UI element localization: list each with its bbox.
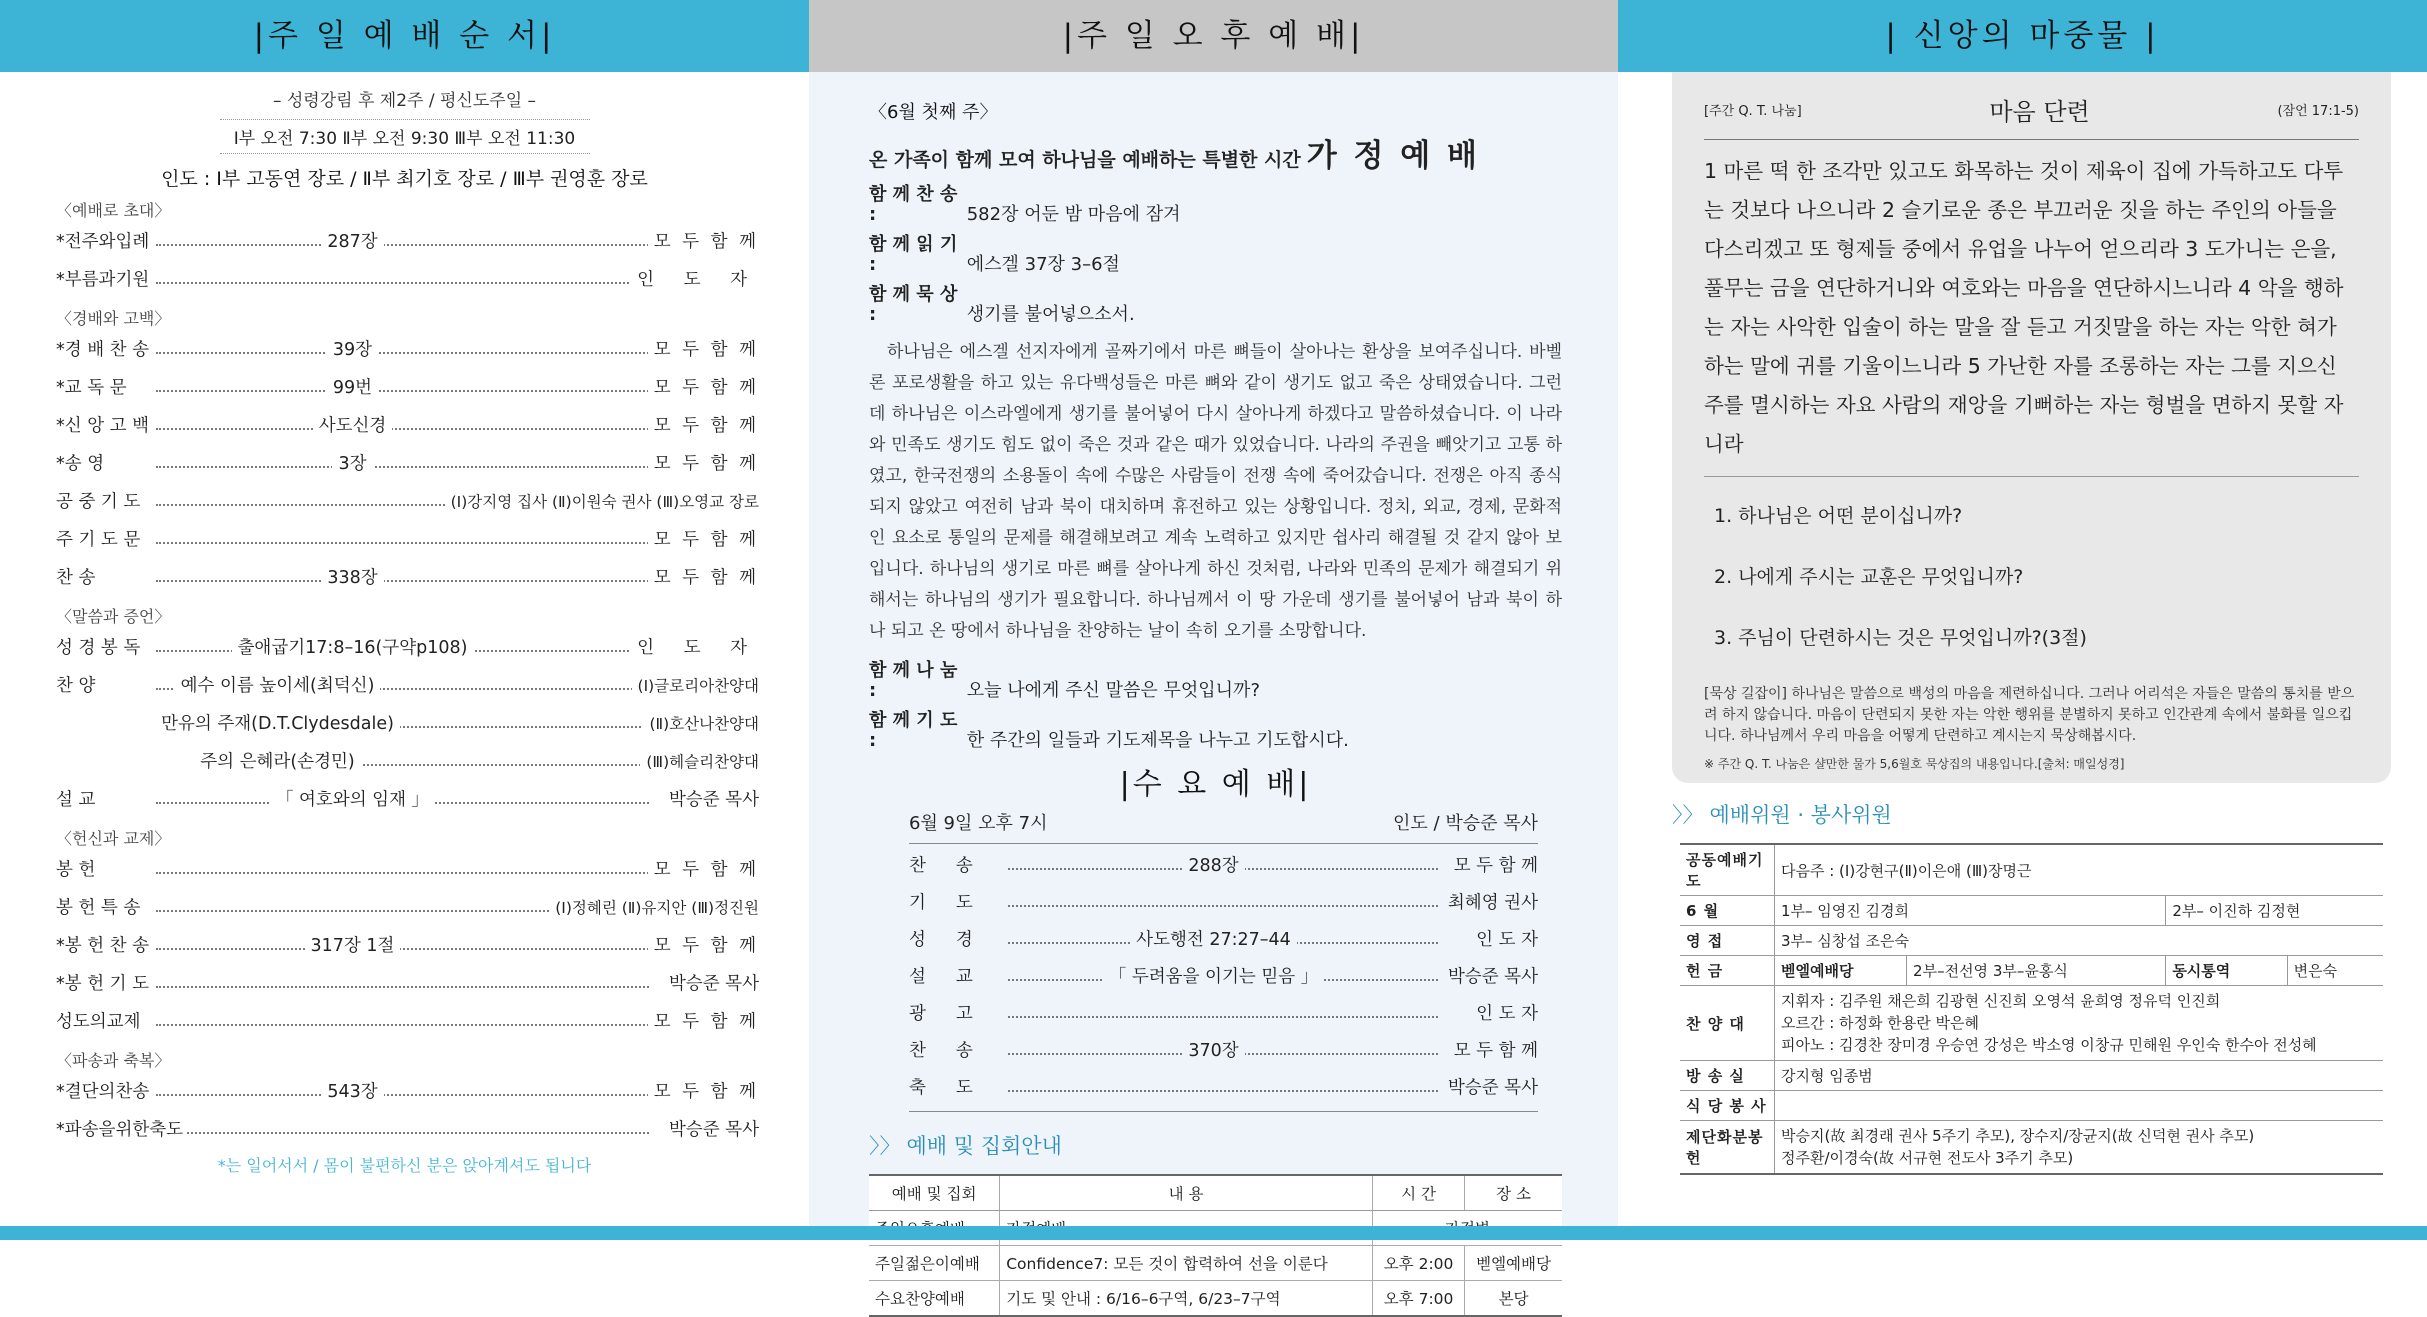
leader-dots bbox=[989, 1016, 1438, 1018]
table-row: 공동예배기도 다음주 : (Ⅰ)강현구(Ⅱ)이은애 (Ⅲ)장명근 bbox=[1680, 844, 2383, 896]
order-row bbox=[56, 1073, 759, 1111]
order-item: 287장 bbox=[56, 223, 649, 261]
order-label: *전주와입례 bbox=[56, 223, 153, 261]
wednesday-item: 사도행전 27:27–44 bbox=[989, 922, 1438, 959]
wednesday-row bbox=[909, 1033, 1538, 1070]
qt-reference: (잠언 17:1-5) bbox=[2277, 104, 2359, 119]
devotion-paragraph: 하나님은 에스겔 선지자에게 골짜기에서 마른 뼈들이 살아나는 환상을 보여주십니다. 바벨론 포로생활을 하고 있는 유다백성들은 마른 뼈와 같이 생기도 없고 죽은 상태였습니다. 그런데 하나님은 이스라엘에게 생기를 불어넣어 다시 살아나게 하겠다고 말씀하셨습니다. 이 나라와 민족도 생기도 힘도 없이 죽은 것과 같은 때가 있었습니다. 나라의 주권을 빼앗기고 고통 하였고, 한국전쟁의 소용돌이 속에 수많은 사람들이 전쟁 속에 죽어갔습니다. 전쟁은 아직 종식되지 않았고 여전히 남과 북이 대치하며 휴전하고 있는 상황입니다. 정치, 외교, 경제, 문화적인 요소로 통일의 문제를 해결해보려고 계속 노력하고 있지만 쉽사리 해결될 것 같지 않아 보입니다. 하나님의 생기로 마른 뼈를 살아나게 하신 것처럼, 나라와 민족의 문제가 해결되기 위해서는 하나님의 생기가 필요합니다. 하나님께서 이 땅 가운데 생기를 불어넣어 남과 북이 하나 되고 온 땅에서 하나님을 찬양하는 날이 속히 오기를 소망합니다. bbox=[869, 342, 1562, 641]
leader-dots bbox=[156, 1132, 649, 1134]
order-label: 봉 헌 특 송 bbox=[56, 889, 144, 927]
order-label: 성도의교제 bbox=[56, 1003, 145, 1041]
order-list bbox=[0, 199, 809, 1149]
order-person: 박승준 목사 bbox=[663, 1111, 759, 1149]
schedule-heading: 〉〉 예배 및 집회안내 bbox=[869, 1134, 1062, 1158]
leader-dots bbox=[156, 872, 649, 874]
column-header: 장 소 bbox=[1465, 1175, 1562, 1211]
order-row bbox=[56, 223, 759, 261]
order-item: 주의 은혜라(손경민) bbox=[56, 743, 499, 781]
order-item: 사도신경 bbox=[56, 407, 649, 445]
panel-header: |주 일 예 배 순 서| bbox=[0, 0, 809, 72]
qt-title: 마음 단련 bbox=[1989, 98, 2090, 126]
table-cell: 오후 2:00 bbox=[1372, 1246, 1464, 1281]
order-person: 인 도 자 bbox=[631, 261, 759, 299]
wednesday-person: 최혜영 권사 bbox=[1442, 885, 1538, 922]
staff-heading: 〉〉 예배위원 · 봉사위원 bbox=[1672, 803, 1892, 827]
table-row bbox=[869, 1246, 1562, 1281]
footnote: *는 일어서서 / 몸이 불편하신 분은 앉아계셔도 됩니다 bbox=[217, 1156, 592, 1175]
order-person: 모 두 함 께 bbox=[648, 1003, 759, 1041]
leader-dots bbox=[156, 282, 649, 284]
panel-header: | 신앙의 마중물 | bbox=[1618, 0, 2427, 72]
staff-table bbox=[1680, 843, 2383, 1175]
qt-tag: [주간 Q. T. 나눔] bbox=[1704, 104, 1802, 119]
wednesday-person: 인 도 자 bbox=[1470, 922, 1538, 959]
table-cell: 기도 및 안내 : 6/16–6구역, 6/23–7구역 bbox=[1000, 1281, 1373, 1317]
order-item: 99번 bbox=[56, 369, 649, 407]
order-person: (Ⅰ)글로리아찬양대 bbox=[632, 667, 759, 705]
order-label: *교 독 문 bbox=[56, 369, 131, 407]
order-person: 모 두 함 께 bbox=[648, 1073, 759, 1111]
wednesday-person: 인 도 자 bbox=[1470, 996, 1538, 1033]
order-person: 박승준 목사 bbox=[663, 781, 759, 819]
meditate-line: 함 께 묵 상 : 생기를 불어넣으소서. bbox=[869, 284, 1135, 325]
read-line: 함 께 읽 기 : 에스겔 37장 3–6절 bbox=[869, 234, 1120, 275]
bottom-bar bbox=[0, 1226, 2427, 1240]
table-row bbox=[869, 1281, 1562, 1317]
faith-panel bbox=[1618, 0, 2427, 1240]
schedule-table bbox=[869, 1174, 1562, 1317]
wednesday-label: 성경 bbox=[909, 922, 1007, 959]
order-row bbox=[56, 965, 759, 1003]
lead-title: 가 정 예 배 bbox=[1306, 138, 1480, 174]
source-note: ※ 주간 Q. T. 나눔은 샬만한 물가 5,6월호 묵상집의 내용입니다.[출처: 매일성경] bbox=[1704, 757, 2125, 771]
wednesday-row bbox=[909, 885, 1538, 922]
order-person: 모 두 함 께 bbox=[648, 927, 759, 965]
table-cell: 벧엘예배당 bbox=[1465, 1246, 1562, 1281]
leader-dots bbox=[156, 986, 649, 988]
section-title: 〈예배로 초대〉 bbox=[56, 201, 171, 220]
order-person: 박승준 목사 bbox=[663, 965, 759, 1003]
wednesday-item: 370장 bbox=[989, 1033, 1438, 1070]
wednesday-row bbox=[909, 922, 1538, 959]
order-row bbox=[56, 521, 759, 559]
order-person: 모 두 함 께 bbox=[648, 445, 759, 483]
order-label: 공 중 기 도 bbox=[56, 483, 144, 521]
sing-line: 함 께 찬 송 : 582장 어둔 밤 마음에 잠겨 bbox=[869, 184, 1181, 225]
order-row bbox=[56, 781, 759, 819]
order-label: *봉 헌 기 도 bbox=[56, 965, 153, 1003]
order-label: *결단의찬송 bbox=[56, 1073, 153, 1111]
order-row bbox=[56, 445, 759, 483]
order-person: 모 두 함 께 bbox=[648, 521, 759, 559]
order-row bbox=[56, 889, 759, 927]
table-row: 방 송 실 강지형 임종범 bbox=[1680, 1061, 2383, 1091]
afternoon-worship-panel bbox=[809, 0, 1618, 1308]
order-item: 만유의 주재(D.T.Clydesdale) bbox=[56, 705, 499, 743]
qt-question: 2. 나에게 주시는 교훈은 무엇입니까? bbox=[1714, 566, 2024, 588]
order-row bbox=[56, 331, 759, 369]
table-row: 제단화분봉헌 박승지(故 최경래 권사 5주기 추모), 장수지/장균지(故 신덕현 권사 추모) 정주환/이경숙(故 서규현 전도사 3주기 추모) bbox=[1680, 1121, 2383, 1175]
section-title: 〈헌신과 교제〉 bbox=[56, 829, 171, 848]
order-row bbox=[56, 667, 759, 705]
order-item: 출애굽기17:8–16(구약p108) bbox=[56, 629, 649, 667]
table-cell: 본당 bbox=[1465, 1281, 1562, 1317]
order-row bbox=[56, 407, 759, 445]
order-row bbox=[56, 559, 759, 597]
wednesday-row bbox=[909, 959, 1538, 996]
table-cell: 주일젊은이예배 bbox=[869, 1246, 1000, 1281]
order-row bbox=[56, 1111, 759, 1149]
leader-dots bbox=[989, 905, 1438, 907]
table-cell: Confidence7: 모든 것이 합력하여 선을 이룬다 bbox=[1000, 1246, 1373, 1281]
qt-card bbox=[1672, 72, 2391, 783]
order-person: 모 두 함 께 bbox=[648, 331, 759, 369]
wednesday-label: 찬송 bbox=[909, 1033, 1007, 1070]
wednesday-label: 축도 bbox=[909, 1070, 1007, 1107]
order-row bbox=[56, 927, 759, 965]
wednesday-row bbox=[909, 996, 1538, 1033]
order-item: 543장 bbox=[56, 1073, 649, 1111]
wednesday-label: 광고 bbox=[909, 996, 1007, 1033]
wednesday-person: 박승준 목사 bbox=[1442, 959, 1538, 996]
panel-header: |주 일 오 후 예 배| bbox=[809, 0, 1618, 72]
order-label: 성 경 봉 독 bbox=[56, 629, 144, 667]
wednesday-label: 설교 bbox=[909, 959, 1007, 996]
wednesday-title: |수 요 예 배| bbox=[1119, 767, 1312, 802]
qt-question: 1. 하나님은 어떤 분이십니까? bbox=[1714, 505, 1963, 527]
table-row: 찬 양 대 지휘자 : 김주원 채은희 김광현 신진희 오영석 윤희영 정유덕 인진희 오르간 : 하정화 한용란 박은혜 피아노 : 김경찬 장미경 우승연 강성은 박소영 이창규 민해원 우인숙 한수아 전성혜 bbox=[1680, 986, 2383, 1061]
order-label: 설 교 bbox=[56, 781, 99, 819]
pray-line: 함 께 기 도 : 한 주간의 일들과 기도제목을 나누고 기도합시다. bbox=[869, 710, 1349, 751]
order-person: 인 도 자 bbox=[631, 629, 759, 667]
column-header: 내 용 bbox=[1000, 1175, 1373, 1211]
subtitle: – 성령강림 후 제2주 / 평신도주일 – bbox=[272, 91, 537, 111]
qt-verse: 1 마른 떡 한 조각만 있고도 화목하는 것이 제육이 집에 가득하고도 다투는 것보다 나으니라 2 슬기로운 종은 부끄러운 짓을 하는 주인의 아들을 다스리겠고 또 형제들 중에서 유업을 나누어 얻으리라 3 도가니는 은을, 풀무는 금을 연단하거니와 여호와는 마음을 연단하시느니라 4 악을 행하는 자는 사악한 입술이 하는 말을 잘 듣고 거짓말을 하는 자는 악한 혀가 하는 말에 귀를 기울이느니라 5 가난한 자를 조롱하는 자는 그를 지으신 주를 멸시하는 자요 사람의 재앙을 기뻐하는 자는 형벌을 면하지 못할 자니라 bbox=[1704, 152, 2359, 477]
wednesday-row bbox=[909, 848, 1538, 885]
table-row: 식 당 봉 사 bbox=[1680, 1091, 2383, 1121]
leader-dots bbox=[156, 1024, 649, 1026]
order-row bbox=[56, 705, 759, 743]
wednesday-date: 6월 9일 오후 7시 bbox=[909, 813, 1048, 834]
lead-text: 온 가족이 함께 모여 하나님을 예배하는 특별한 시간 가 정 예 배 bbox=[869, 138, 1480, 174]
order-label: 찬 송 bbox=[56, 559, 99, 597]
column-header: 시 간 bbox=[1372, 1175, 1464, 1211]
order-person: (Ⅰ)정혜린 (Ⅱ)유지안 (Ⅲ)정진원 bbox=[549, 889, 759, 927]
meditation-guide: [묵상 길잡이] 하나님은 말씀으로 백성의 마음을 제련하십니다. 그러나 어리석은 자들은 말씀의 통치를 받으려 하지 않습니다. 마음이 단련되지 못한 자는 악한 행위를 분별하지 못하고 인간관계 속에서 불화를 일으킵니다. 하나님께서 우리 마음을 어떻게 단련하고 계시는지 묵상해봅시다. bbox=[1704, 686, 2355, 744]
order-row bbox=[56, 743, 759, 781]
order-row bbox=[56, 483, 759, 521]
week-label: 〈6월 첫째 주〉 bbox=[869, 102, 998, 123]
order-item: 「 여호와의 임재 」 bbox=[56, 781, 649, 819]
section-title: 〈말씀과 증언〉 bbox=[56, 607, 171, 626]
order-item: 338장 bbox=[56, 559, 649, 597]
order-row bbox=[56, 261, 759, 299]
wednesday-label: 기도 bbox=[909, 885, 1007, 922]
order-person: 모 두 함 께 bbox=[648, 559, 759, 597]
service-leaders: 인도 : Ⅰ부 고동연 장로 / Ⅱ부 최기호 장로 / Ⅲ부 권영훈 장로 bbox=[161, 168, 648, 190]
order-item: 317장 1절 bbox=[56, 927, 649, 965]
column-header: 예배 및 집회 bbox=[869, 1175, 1000, 1211]
qt-question: 3. 주님이 단련하시는 것은 무엇입니까?(3절) bbox=[1714, 627, 2087, 649]
wednesday-leader: 인도 / 박승준 목사 bbox=[1393, 813, 1538, 834]
order-item: 예수 이름 높이세(최덕신) bbox=[56, 667, 499, 705]
order-label: *부름과기원 bbox=[56, 261, 153, 299]
order-label: *송 영 bbox=[56, 445, 108, 483]
section-title: 〈경배와 고백〉 bbox=[56, 309, 171, 328]
order-label: *경 배 찬 송 bbox=[56, 331, 153, 369]
table-row: 영 접 3부– 심창섭 조은숙 bbox=[1680, 926, 2383, 956]
table-row: 헌 금 벧엘예배당 2부–전선영 3부–윤홍식 동시통역 변은숙 bbox=[1680, 956, 2383, 986]
order-person: (Ⅱ)호산나찬양대 bbox=[643, 705, 759, 743]
service-times: Ⅰ부 오전 7:30 Ⅱ부 오전 9:30 Ⅲ부 오전 11:30 bbox=[220, 119, 590, 154]
table-row: 6 월 1부– 임영진 김경희 2부– 이진하 김정현 bbox=[1680, 896, 2383, 926]
worship-order-panel bbox=[0, 0, 809, 1240]
chevron-right-icon: 〉〉 bbox=[1672, 803, 1704, 827]
wednesday-service bbox=[909, 809, 1538, 1112]
leader-dots bbox=[156, 542, 649, 544]
share-line: 함 께 나 눔 : 오늘 나에게 주신 말씀은 무엇입니까? bbox=[869, 660, 1260, 701]
order-person: 모 두 함 께 bbox=[648, 223, 759, 261]
wednesday-item: 288장 bbox=[989, 848, 1438, 885]
order-row bbox=[56, 629, 759, 667]
order-person: (Ⅲ)헤슬리찬양대 bbox=[640, 743, 759, 781]
order-item: 3장 bbox=[56, 445, 649, 483]
order-row bbox=[56, 369, 759, 407]
wednesday-person: 모 두 함 께 bbox=[1448, 1033, 1538, 1070]
wednesday-person: 박승준 목사 bbox=[1442, 1070, 1538, 1107]
wednesday-row bbox=[909, 1070, 1538, 1107]
order-person: 모 두 함 께 bbox=[648, 407, 759, 445]
wednesday-person: 모 두 함 께 bbox=[1448, 848, 1538, 885]
table-cell: 오후 7:00 bbox=[1372, 1281, 1464, 1317]
order-label: 봉 헌 bbox=[56, 851, 99, 889]
wednesday-label: 찬송 bbox=[909, 848, 1007, 885]
order-label: 찬 양 bbox=[56, 667, 99, 705]
section-title: 〈파송과 축복〉 bbox=[56, 1051, 171, 1070]
leader-dots bbox=[989, 1090, 1438, 1092]
order-row bbox=[56, 1003, 759, 1041]
order-label: *봉 헌 찬 송 bbox=[56, 927, 153, 965]
order-label: *신 앙 고 백 bbox=[56, 407, 153, 445]
order-person: 모 두 함 께 bbox=[648, 369, 759, 407]
order-label: *파송을위한축도 bbox=[56, 1111, 187, 1149]
order-person: (Ⅰ)강지영 집사 (Ⅱ)이원숙 권사 (Ⅲ)오영교 장로 bbox=[445, 483, 759, 521]
order-item: 39장 bbox=[56, 331, 649, 369]
chevron-right-icon: 〉〉 bbox=[869, 1134, 901, 1158]
table-cell: 수요찬양예배 bbox=[869, 1281, 1000, 1317]
order-label: 주 기 도 문 bbox=[56, 521, 144, 559]
wednesday-item: 「 두려움을 이기는 믿음 」 bbox=[989, 959, 1438, 996]
order-row bbox=[56, 851, 759, 889]
order-person: 모 두 함 께 bbox=[648, 851, 759, 889]
